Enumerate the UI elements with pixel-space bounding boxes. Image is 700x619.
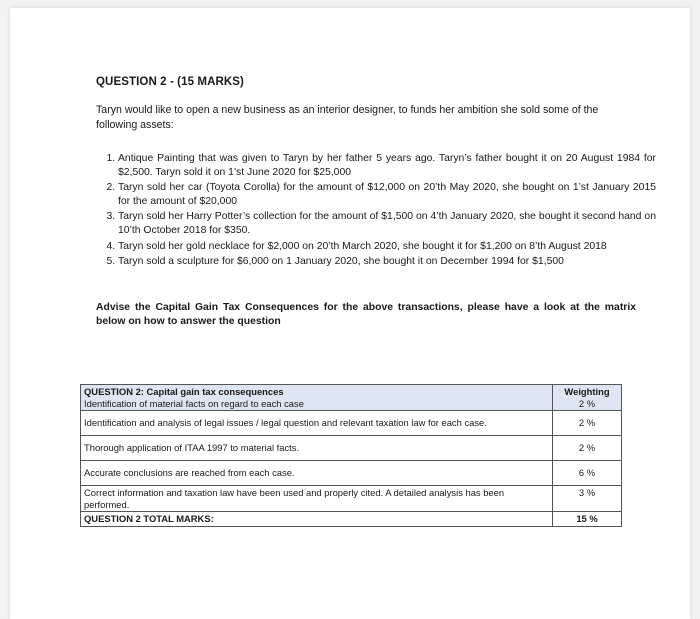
list-item: 4. Taryn sold her gold necklace for $2,000 on 20’th March 2020, she bought it for $1,200 on 8’th August 2018 [118, 240, 656, 254]
table-row [81, 461, 622, 486]
asset-list [96, 152, 656, 271]
row-label: Accurate conclusions are reached from each case. [81, 461, 553, 486]
row-weight: 2 % [553, 436, 622, 461]
marking-matrix [80, 384, 622, 527]
document-page [10, 8, 690, 619]
list-item: 2. Taryn sold her car (Toyota Corolla) for the amount of $12,000 on 20’th May 2020, she bought on 1’st January 2015 for the amount of $20,000 [118, 181, 656, 208]
list-item: 3. Taryn sold her Harry Potter’s collection for the amount of $1,500 on 4’th January 2020, she bought it second hand on 10’th October 2018 for $350. [118, 210, 656, 237]
row-weight: 6 % [553, 461, 622, 486]
table-row [81, 486, 622, 512]
matrix-header-weight: Weighting 2 % [553, 385, 622, 411]
total-weight: 15 % [553, 512, 622, 527]
total-label: QUESTION 2 TOTAL MARKS: [81, 512, 553, 527]
row-weight: 3 % [553, 486, 622, 512]
question-intro: Taryn would like to open a new business as an interior designer, to funds her ambition she sold some of the following assets: [96, 104, 599, 131]
matrix-header-row [81, 385, 622, 411]
matrix-header-label: QUESTION 2: Capital gain tax consequences Identification of material facts on regard to each case [81, 385, 553, 411]
row-weight: 2 % [553, 411, 622, 436]
row-label: Correct information and taxation law have been used and properly cited. A detailed analysis has been performed. [81, 486, 553, 512]
row-label: Thorough application of ITAA 1997 to material facts. [81, 436, 553, 461]
row-weight: 2 % [578, 397, 596, 409]
list-item: 5. Taryn sold a sculpture for $6,000 on 1 January 2020, she bought it on December 1994 for $1,500 [118, 255, 656, 269]
advise-instruction: Advise the Capital Gain Tax Consequences for the above transactions, please have a look at the matrix below on how to answer the question [96, 302, 636, 327]
matrix-total-row [81, 512, 622, 527]
question-title: QUESTION 2 - (15 MARKS) [96, 76, 244, 88]
table-row: Identification of material facts on regard to each case [84, 397, 304, 409]
list-item: 1. Antique Painting that was given to Taryn by her father 5 years ago. Taryn’s father bought it on 20 August 1984 for $2,500. Taryn sold it on 1’st June 2020 for $25,000 [118, 152, 656, 179]
table-row [81, 411, 622, 436]
row-label: Identification and analysis of legal issues / legal question and relevant taxation law for each case. [81, 411, 553, 436]
table-row [81, 436, 622, 461]
